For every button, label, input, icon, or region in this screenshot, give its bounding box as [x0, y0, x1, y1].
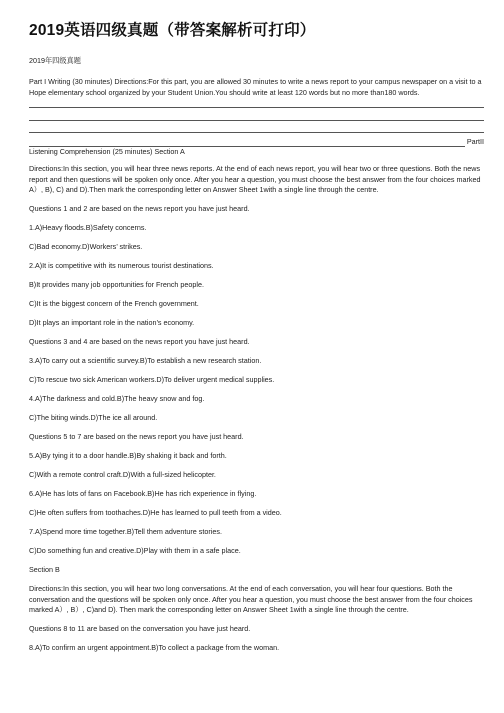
section-b-heading: Section B — [29, 565, 60, 575]
question-line: 7.A)Spend more time together.B)Tell them adventure stories. — [29, 527, 222, 537]
question-line: C)Do something fun and creative.D)Play with them in a safe place. — [29, 546, 241, 556]
document-title: 2019英语四级真题（带答案解析可打印） — [29, 22, 316, 39]
question-line: 1.A)Heavy floods.B)Safety concerns. — [29, 223, 147, 233]
question-line: C)Bad economy.D)Workers’ strikes. — [29, 242, 143, 252]
answer-line — [29, 132, 484, 133]
part-label: PartII — [466, 136, 484, 146]
question-line: Questions 5 to 7 are based on the news report you have just heard. — [29, 432, 244, 442]
question-line: Questions 3 and 4 are based on the news report you have just heard. — [29, 337, 250, 347]
answer-line — [29, 120, 484, 121]
question-line: C)With a remote control craft.D)With a full-sized helicopter. — [29, 470, 216, 480]
writing-directions: Part I Writing (30 minutes) Directions:For this part, you are allowed 30 minutes to write a news report to your campus newspaper on a visit to a Hope elementary school organized by your Student Union.You should write at least 120 words but no more than180 words. — [29, 77, 482, 97]
question-line: C)The biting winds.D)The ice all around. — [29, 413, 158, 423]
question-line: B)It provides many job opportunities for French people. — [29, 280, 204, 290]
question-line: 3.A)To carry out a scientific survey.B)To establish a new research station. — [29, 356, 262, 366]
question-line: 4.A)The darkness and cold.B)The heavy snow and fog. — [29, 394, 205, 404]
question-line: Questions 1 and 2 are based on the news report you have just heard. — [29, 204, 250, 214]
question-line: C)To rescue two sick American workers.D)To deliver urgent medical supplies. — [29, 375, 275, 385]
question-line: 6.A)He has lots of fans on Facebook.B)He has rich experience in flying. — [29, 489, 257, 499]
section-b-directions: Directions:In this section, you will hear two long conversations. At the end of each conversation, you will hear four questions. Both the conversation and the questions will be spoken only once. After you hear a question, you must choose the best answer from the four choices marked A）, B）, C)and D). Then mark the corresponding letter on Answer Sheet 1with a single line through the centre. — [29, 584, 473, 615]
question-line: C)It is the biggest concern of the French government. — [29, 299, 199, 309]
answer-line — [29, 138, 465, 147]
answer-line-last — [29, 137, 484, 147]
listening-heading: Listening Comprehension (25 minutes) Section A — [29, 146, 185, 156]
answer-lines — [29, 107, 484, 133]
answer-line — [29, 107, 484, 108]
question-line: Questions 8 to 11 are based on the conversation you have just heard. — [29, 624, 251, 634]
question-line: 8.A)To confirm an urgent appointment.B)To collect a package from the woman. — [29, 643, 280, 653]
question-line: 5.A)By tying it to a door handle.B)By shaking it back and forth. — [29, 451, 227, 461]
question-line: C)He often suffers from toothaches.D)He has learned to pull teeth from a video. — [29, 508, 282, 518]
question-line: 2.A)It is competitive with its numerous tourist destinations. — [29, 261, 214, 271]
document-subtitle: 2019年四级真题 — [29, 56, 81, 65]
question-line: D)It plays an important role in the nation’s economy. — [29, 318, 195, 328]
section-a-directions: Directions:In this section, you will hear three news reports. At the end of each news report, you will hear two or three questions. Both the news report and then questions will be spoken only once. After you hear a question, you must choose the best answer from the four choices marked A）, B), C) and D).Then mark the corresponding letter on Answer Sheet 1with a single line through the centre. — [29, 164, 481, 195]
